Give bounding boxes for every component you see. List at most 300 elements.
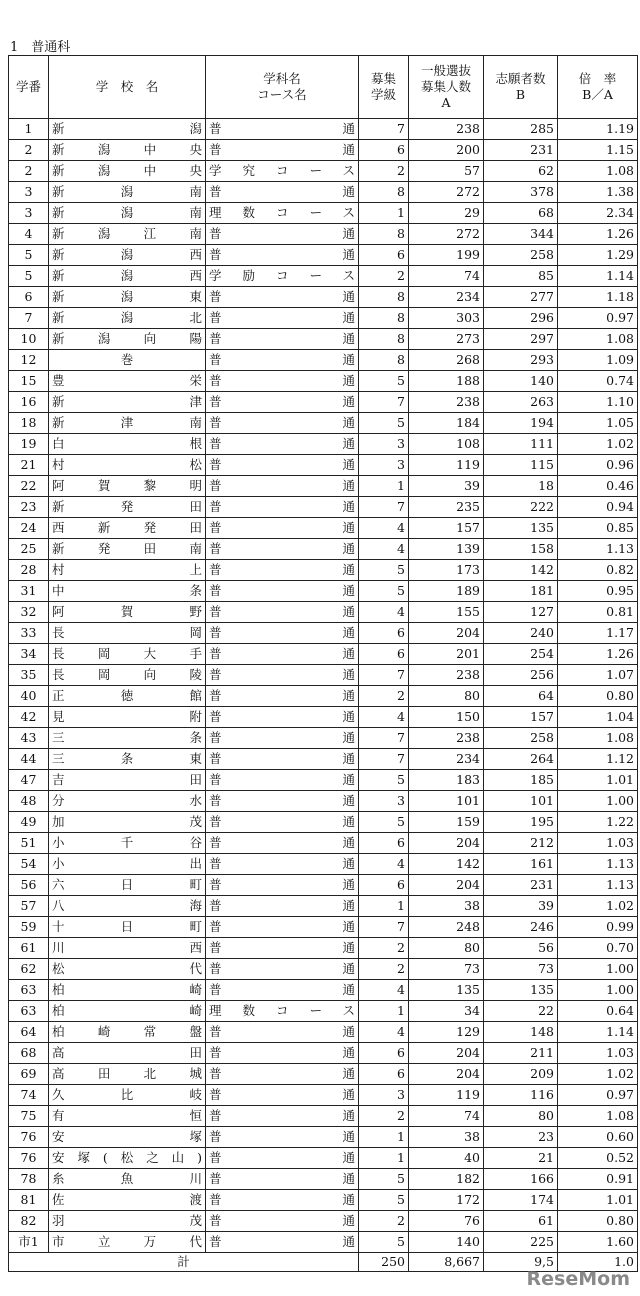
cell-school-name [49,770,206,791]
cell-school-name-text: 松代 [52,961,202,976]
cell-department-text: 普通 [209,499,355,514]
header-quota-line1: 一般選抜 [420,63,471,78]
table-row [9,140,638,161]
cell-department [206,665,359,686]
cell-department-text: 普通 [209,877,355,892]
cell-applicants: 140 [484,371,558,392]
cell-department [206,602,359,623]
cell-department-text: 普通 [209,1192,355,1207]
cell-quota: 80 [409,938,484,959]
cell-school-name [49,686,206,707]
cell-department-text: 普通 [209,961,355,976]
cell-department [206,224,359,245]
cell-department [206,938,359,959]
cell-department [206,980,359,1001]
cell-ratio: 1.22 [558,812,638,833]
cell-school-no: 78 [9,1169,49,1190]
cell-school-name [49,1211,206,1232]
cell-quota: 135 [409,980,484,1001]
header-quota [409,56,484,119]
cell-quota: 74 [409,1106,484,1127]
cell-classes: 2 [359,1211,409,1232]
cell-school-name-text: 小出 [52,856,202,871]
cell-school-name-text: 長岡大手 [52,646,202,661]
cell-school-name-text: 村松 [52,457,202,472]
resemom-watermark: ReseMom [526,1268,630,1290]
cell-applicants: 297 [484,329,558,350]
cell-school-no: 10 [9,329,49,350]
cell-school-name [49,245,206,266]
cell-school-name-text: 有恒 [52,1108,202,1123]
cell-classes: 6 [359,644,409,665]
cell-quota: 172 [409,1190,484,1211]
cell-department-text: 普通 [209,373,355,388]
cell-classes: 1 [359,203,409,224]
header-row [9,56,638,119]
cell-quota: 273 [409,329,484,350]
cell-quota: 272 [409,182,484,203]
cell-school-name-text: 柏崎 [52,1003,202,1018]
cell-ratio: 1.13 [558,875,638,896]
cell-department [206,518,359,539]
cell-school-name-text: 新発田南 [52,541,202,556]
table-row [9,1211,638,1232]
cell-applicants: 231 [484,140,558,161]
cell-ratio: 1.05 [558,413,638,434]
table-row [9,1148,638,1169]
cell-applicants: 195 [484,812,558,833]
cell-school-name [49,1085,206,1106]
cell-classes: 7 [359,392,409,413]
cell-department [206,1148,359,1169]
cell-school-no: 28 [9,560,49,581]
table-row [9,896,638,917]
cell-department [206,392,359,413]
cell-ratio: 1.12 [558,749,638,770]
cell-quota: 74 [409,266,484,287]
cell-department-text: 普通 [209,709,355,724]
cell-department [206,959,359,980]
table-row [9,728,638,749]
cell-applicants: 194 [484,413,558,434]
cell-applicants: 254 [484,644,558,665]
table-row [9,1085,638,1106]
cell-school-name [49,119,206,140]
cell-department [206,896,359,917]
cell-school-name [49,581,206,602]
cell-ratio: 1.03 [558,833,638,854]
cell-school-name-text: 新津 [52,394,202,409]
cell-school-name [49,455,206,476]
cell-department-text: 普通 [209,1213,355,1228]
cell-applicants: 148 [484,1022,558,1043]
cell-department [206,560,359,581]
cell-school-name-text: 正徳館 [52,688,202,703]
cell-department-text: 理数コース [209,1003,355,1018]
cell-department [206,812,359,833]
cell-department-text: 普通 [209,1066,355,1081]
cell-applicants: 135 [484,980,558,1001]
cell-department [206,644,359,665]
cell-quota: 204 [409,1064,484,1085]
cell-ratio: 0.64 [558,1001,638,1022]
cell-school-name [49,602,206,623]
cell-applicants: 344 [484,224,558,245]
cell-school-no: 76 [9,1148,49,1169]
cell-school-name [49,896,206,917]
cell-school-no: 40 [9,686,49,707]
cell-quota: 76 [409,1211,484,1232]
cell-school-no: 23 [9,497,49,518]
cell-school-no: 18 [9,413,49,434]
cell-school-no: 59 [9,917,49,938]
header-applicants-line2: B [515,87,526,102]
cell-classes: 1 [359,1127,409,1148]
cell-school-name-text: 村上 [52,562,202,577]
header-ratio-line1: 倍 率 [578,71,617,86]
cell-department-text: 普通 [209,583,355,598]
cell-school-no: 81 [9,1190,49,1211]
cell-department [206,266,359,287]
cell-department [206,623,359,644]
table-row [9,1169,638,1190]
cell-school-name [49,518,206,539]
cell-department [206,182,359,203]
cell-school-name-text: 加茂 [52,814,202,829]
cell-school-no: 61 [9,938,49,959]
cell-quota: 155 [409,602,484,623]
cell-classes: 6 [359,623,409,644]
cell-department [206,413,359,434]
cell-school-name-text: 分水 [52,793,202,808]
cell-school-no: 48 [9,791,49,812]
cell-quota: 142 [409,854,484,875]
cell-department [206,245,359,266]
cell-applicants: 277 [484,287,558,308]
cell-department [206,161,359,182]
table-row [9,707,638,728]
table-row [9,938,638,959]
cell-school-name-text: 西新発田 [52,520,202,535]
cell-school-name-text: 白根 [52,436,202,451]
cell-department [206,1022,359,1043]
cell-school-name-text: 長岡向陵 [52,667,202,682]
table-row [9,875,638,896]
cell-school-name-text: 阿賀野 [52,604,202,619]
cell-applicants: 18 [484,476,558,497]
cell-classes: 2 [359,161,409,182]
cell-school-name-text: 久比岐 [52,1087,202,1102]
cell-school-no: 5 [9,245,49,266]
cell-school-name [49,623,206,644]
cell-classes: 5 [359,371,409,392]
cell-school-name [49,371,206,392]
cell-school-name-text: 新潟北 [52,310,202,325]
cell-school-name-text: 小千谷 [52,835,202,850]
header-dept-line2: コース名 [257,87,307,102]
cell-school-no: 7 [9,308,49,329]
total-ratio: 1.0 [558,1253,638,1272]
cell-classes: 7 [359,917,409,938]
cell-ratio: 1.26 [558,224,638,245]
cell-classes: 5 [359,770,409,791]
cell-ratio: 1.14 [558,266,638,287]
cell-school-name [49,875,206,896]
cell-applicants: 211 [484,1043,558,1064]
cell-quota: 235 [409,497,484,518]
cell-school-name-text: 新津南 [52,415,202,430]
table-row [9,392,638,413]
cell-school-name [49,812,206,833]
cell-school-name-text: 三条 [52,730,202,745]
cell-quota: 101 [409,791,484,812]
cell-department-text: 普通 [209,1171,355,1186]
cell-school-name-text: 佐渡 [52,1192,202,1207]
cell-applicants: 209 [484,1064,558,1085]
cell-ratio: 1.08 [558,1106,638,1127]
cell-school-no: 3 [9,182,49,203]
table-row [9,833,638,854]
cell-department [206,1211,359,1232]
cell-quota: 139 [409,539,484,560]
cell-ratio: 0.99 [558,917,638,938]
header-quota-line3: A [441,95,451,110]
cell-quota: 159 [409,812,484,833]
table-row [9,770,638,791]
cell-school-name-text: 新潟東 [52,289,202,304]
cell-school-name [49,266,206,287]
cell-school-no: 2 [9,161,49,182]
cell-quota: 188 [409,371,484,392]
cell-applicants: 56 [484,938,558,959]
cell-ratio: 1.08 [558,728,638,749]
cell-ratio: 2.34 [558,203,638,224]
cell-department-text: 普通 [209,289,355,304]
cell-school-name-text: 中条 [52,583,202,598]
cell-school-name [49,182,206,203]
cell-school-no: 54 [9,854,49,875]
table-row [9,644,638,665]
cell-school-name-text: 新潟向陽 [52,331,202,346]
cell-ratio: 1.04 [558,707,638,728]
cell-quota: 57 [409,161,484,182]
cell-school-no: 51 [9,833,49,854]
table-row [9,1043,638,1064]
cell-classes: 5 [359,560,409,581]
cell-department-text: 普通 [209,1045,355,1060]
cell-applicants: 85 [484,266,558,287]
cell-department-text: 普通 [209,184,355,199]
cell-department [206,581,359,602]
cell-school-no: 19 [9,434,49,455]
cell-school-name [49,350,206,371]
table-row [9,203,638,224]
cell-school-name [49,1064,206,1085]
cell-school-name [49,1022,206,1043]
table-row [9,287,638,308]
cell-quota: 248 [409,917,484,938]
cell-quota: 73 [409,959,484,980]
cell-department [206,476,359,497]
cell-school-no: 6 [9,287,49,308]
cell-quota: 234 [409,749,484,770]
cell-ratio: 0.60 [558,1127,638,1148]
table-row [9,665,638,686]
cell-ratio: 0.91 [558,1169,638,1190]
cell-school-name [49,938,206,959]
cell-department-text: 学励コース [209,268,355,283]
cell-quota: 204 [409,1043,484,1064]
cell-department [206,1169,359,1190]
table-row [9,1127,638,1148]
cell-school-name-text: 長岡 [52,625,202,640]
cell-quota: 129 [409,1022,484,1043]
cell-ratio: 0.46 [558,476,638,497]
cell-department-text: 普通 [209,478,355,493]
cell-school-name-text: 吉田 [52,772,202,787]
cell-classes: 4 [359,707,409,728]
cell-classes: 3 [359,455,409,476]
cell-school-no: 2 [9,140,49,161]
table-row [9,119,638,140]
cell-school-no: 31 [9,581,49,602]
total-applicants: 9,5 [484,1253,558,1272]
cell-department-text: 普通 [209,730,355,745]
header-applicants [484,56,558,119]
cell-department-text: 普通 [209,772,355,787]
cell-applicants: 111 [484,434,558,455]
cell-department [206,875,359,896]
cell-classes: 2 [359,266,409,287]
cell-ratio: 0.74 [558,371,638,392]
cell-school-name-text: 新潟江南 [52,226,202,241]
cell-school-name [49,1232,206,1253]
cell-classes: 2 [359,959,409,980]
cell-department-text: 普通 [209,415,355,430]
cell-quota: 189 [409,581,484,602]
cell-ratio: 1.08 [558,329,638,350]
cell-school-name [49,1169,206,1190]
cell-department-text: 普通 [209,814,355,829]
cell-department-text: 普通 [209,247,355,262]
cell-classes: 7 [359,119,409,140]
table-row [9,854,638,875]
cell-applicants: 135 [484,518,558,539]
cell-applicants: 73 [484,959,558,980]
cell-school-name [49,1106,206,1127]
cell-classes: 7 [359,497,409,518]
cell-applicants: 68 [484,203,558,224]
cell-classes: 8 [359,329,409,350]
cell-applicants: 212 [484,833,558,854]
cell-quota: 39 [409,476,484,497]
table-row [9,581,638,602]
table-row [9,623,638,644]
cell-school-name [49,1043,206,1064]
cell-ratio: 0.97 [558,1085,638,1106]
cell-quota: 201 [409,644,484,665]
cell-classes: 5 [359,812,409,833]
cell-school-name [49,980,206,1001]
cell-quota: 238 [409,119,484,140]
cell-ratio: 0.80 [558,1211,638,1232]
cell-school-name-text: 羽茂 [52,1213,202,1228]
cell-ratio: 0.97 [558,308,638,329]
cell-school-no: 57 [9,896,49,917]
cell-department [206,308,359,329]
cell-department-text: 普通 [209,121,355,136]
applicants-table [8,55,638,1272]
header-ratio [558,56,638,119]
cell-department [206,707,359,728]
cell-department-text: 普通 [209,646,355,661]
cell-school-name-text: 新潟南 [52,205,202,220]
cell-school-name [49,1127,206,1148]
cell-school-name-text: 八海 [52,898,202,913]
cell-school-no: 64 [9,1022,49,1043]
cell-school-no: 75 [9,1106,49,1127]
cell-school-name [49,329,206,350]
header-classes-line2: 学級 [370,87,396,102]
cell-department [206,854,359,875]
header-quota-line2: 募集人数 [420,79,471,94]
cell-applicants: 101 [484,791,558,812]
cell-department [206,1001,359,1022]
cell-school-no: 49 [9,812,49,833]
cell-applicants: 62 [484,161,558,182]
cell-school-name [49,854,206,875]
cell-department-text: 普通 [209,856,355,871]
cell-applicants: 231 [484,875,558,896]
cell-school-no: 25 [9,539,49,560]
cell-classes: 6 [359,875,409,896]
cell-school-name-text: 見附 [52,709,202,724]
cell-department-text: 普通 [209,667,355,682]
cell-classes: 7 [359,749,409,770]
header-classes [359,56,409,119]
cell-department [206,917,359,938]
cell-department-text: 普通 [209,331,355,346]
cell-school-name [49,539,206,560]
cell-classes: 6 [359,1064,409,1085]
cell-quota: 38 [409,1127,484,1148]
cell-ratio: 1.14 [558,1022,638,1043]
cell-ratio: 1.01 [558,1190,638,1211]
cell-school-name [49,497,206,518]
table-row [9,182,638,203]
cell-department [206,1232,359,1253]
cell-department [206,833,359,854]
cell-quota: 119 [409,1085,484,1106]
cell-department-text: 理数コース [209,205,355,220]
cell-classes: 8 [359,350,409,371]
cell-classes: 1 [359,1001,409,1022]
cell-school-name [49,749,206,770]
cell-ratio: 1.29 [558,245,638,266]
cell-ratio: 0.82 [558,560,638,581]
cell-applicants: 174 [484,1190,558,1211]
cell-school-name [49,308,206,329]
cell-school-no: 44 [9,749,49,770]
cell-ratio: 0.52 [558,1148,638,1169]
cell-school-no: 22 [9,476,49,497]
cell-school-no: 35 [9,665,49,686]
table-row [9,266,638,287]
cell-quota: 199 [409,245,484,266]
cell-department [206,350,359,371]
cell-ratio: 1.60 [558,1232,638,1253]
cell-ratio: 1.10 [558,392,638,413]
